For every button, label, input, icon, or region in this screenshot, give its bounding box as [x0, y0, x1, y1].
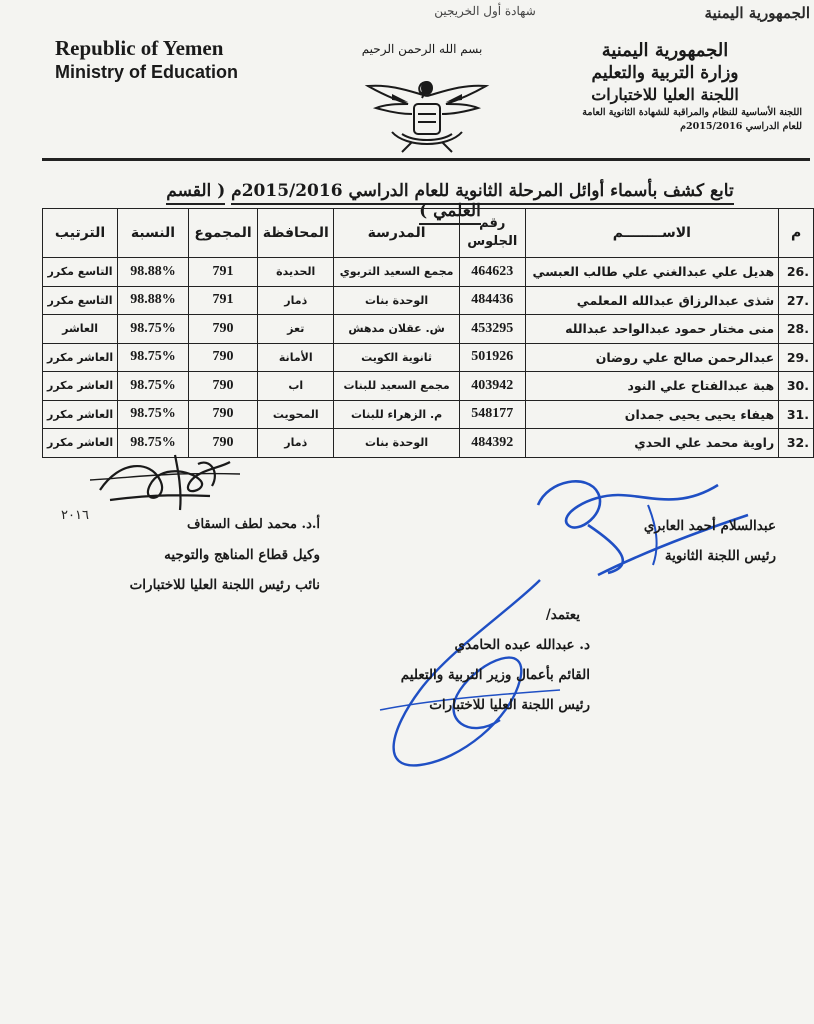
row-total: 790 [188, 429, 257, 458]
row-governorate: الأمانة [258, 343, 334, 372]
header-school: المدرسة [334, 209, 460, 258]
table-row [43, 400, 814, 429]
row-total: 791 [188, 286, 257, 315]
row-name: عبدالرحمن صالح علي روضان [525, 343, 779, 372]
arabic-subcommittee-name: اللجنة الأساسية للنظام والمراقبة للشهادة الثانوية العامة [582, 107, 802, 118]
document-title-text: تابع كشف بأسماء أوائل المرحلة الثانوية للعام الدراسي 2015/2016م [231, 181, 734, 205]
row-seat-number: 484392 [459, 429, 525, 458]
table-header-row [43, 209, 814, 258]
vice-chair-title-1: وكيل قطاع المناهج والتوجيه [164, 547, 320, 563]
minister-name: د. عبدالله عبده الحامدي [454, 637, 590, 653]
english-letterhead [55, 36, 295, 84]
row-index: 26. [779, 258, 814, 287]
row-governorate: المحويت [258, 400, 334, 429]
table-row [43, 372, 814, 401]
row-percent: 98.75% [118, 372, 189, 401]
header-divider [42, 158, 810, 161]
row-seat-number: 501926 [459, 343, 525, 372]
header-total: المجموع [188, 209, 257, 258]
header-rank: الترتيب [43, 209, 118, 258]
committee-head-signature-block [580, 511, 776, 571]
row-name: شذى عبدالرزاق عبدالله المعلمي [525, 286, 779, 315]
row-governorate: اب [258, 372, 334, 401]
row-total: 791 [188, 258, 257, 287]
results-table [42, 208, 814, 458]
row-school: الوحدة بنات [334, 429, 460, 458]
minister-title-2: رئيس اللجنة العليا للاختبارات [429, 697, 590, 713]
row-name: راوية محمد علي الحدي [525, 429, 779, 458]
row-governorate: تعز [258, 315, 334, 344]
row-governorate: الحديدة [258, 258, 334, 287]
row-school: الوحدة بنات [334, 286, 460, 315]
header-governorate: المحافظة [258, 209, 334, 258]
document-section: ( القسم العلمي ) [166, 181, 481, 225]
row-seat-number: 403942 [459, 372, 525, 401]
row-index: 28. [779, 315, 814, 344]
row-seat-number: 548177 [459, 400, 525, 429]
row-rank: التاسع مكرر [43, 286, 118, 315]
vice-chair-title-2: نائب رئيس اللجنة العليا للاختبارات [129, 577, 320, 593]
row-total: 790 [188, 343, 257, 372]
arabic-country-name: الجمهورية اليمنية [601, 40, 729, 61]
row-rank: العاشر مكرر [43, 400, 118, 429]
row-school: مجمع السعيد للبنات [334, 372, 460, 401]
arabic-academic-year: للعام الدراسي 2015/2016م [680, 121, 802, 132]
row-percent: 98.75% [118, 429, 189, 458]
row-total: 790 [188, 315, 257, 344]
table-row [43, 429, 814, 458]
minister-approval-block [330, 600, 590, 720]
arabic-committee-name: اللجنة العليا للاختبارات [591, 85, 739, 104]
row-rank: العاشر مكرر [43, 343, 118, 372]
row-percent: 98.88% [118, 258, 189, 287]
row-name: هيفاء يحيى يحيى جمدان [525, 400, 779, 429]
header-name: الاســــــــم [525, 209, 779, 258]
row-rank: العاشر مكرر [43, 429, 118, 458]
bismillah: بسم الله الرحمن الرحيم [361, 42, 483, 56]
row-index: 30. [779, 372, 814, 401]
row-governorate: ذمار [258, 429, 334, 458]
row-seat-number: 453295 [459, 315, 525, 344]
handwritten-date: ٢٠١٦ [61, 508, 89, 523]
table-row [43, 286, 814, 315]
row-percent: 98.88% [118, 286, 189, 315]
vice-chair-name: أ.د. محمد لطف السقاف [187, 517, 320, 532]
handwritten-note-top-middle: شهادة أول الخريجين [434, 4, 536, 18]
row-percent: 98.75% [118, 315, 189, 344]
handwritten-note-top-right: الجمهورية اليمنية [704, 4, 810, 22]
row-school: ش. عقلان مدهش [334, 315, 460, 344]
row-seat-number: 484436 [459, 286, 525, 315]
committee-head-title: رئيس اللجنة الثانوية [664, 548, 776, 564]
row-school: ثانوية الكويت [334, 343, 460, 372]
row-rank: التاسع مكرر [43, 258, 118, 287]
english-ministry-name: Ministry of Education [55, 62, 239, 82]
row-rank: العاشر [43, 315, 118, 344]
header-index: م [779, 209, 814, 258]
row-rank: العاشر مكرر [43, 372, 118, 401]
row-index: 27. [779, 286, 814, 315]
row-governorate: ذمار [258, 286, 334, 315]
row-name: منى مختار حمود عبدالواحد عبدالله [525, 315, 779, 344]
row-seat-number: 464623 [459, 258, 525, 287]
row-school: م. الزهراء للبنات [334, 400, 460, 429]
minister-title-1: القائم بأعمال وزير التربية والتعليم [400, 667, 590, 683]
arabic-letterhead [520, 40, 810, 133]
committee-head-name: عبدالسلام أحمد العابري [643, 518, 776, 534]
row-total: 790 [188, 372, 257, 401]
table-row [43, 258, 814, 287]
vice-chair-signature-block [90, 510, 320, 600]
row-total: 790 [188, 400, 257, 429]
table-row [43, 343, 814, 372]
english-country-name: Republic of Yemen [55, 36, 224, 60]
table-row [43, 315, 814, 344]
row-school: مجمع السعيد التربوي [334, 258, 460, 287]
row-index: 32. [779, 429, 814, 458]
row-index: 29. [779, 343, 814, 372]
row-percent: 98.75% [118, 343, 189, 372]
row-name: هبة عبدالفتاح علي النود [525, 372, 779, 401]
row-index: 31. [779, 400, 814, 429]
approval-label: يعتمد/ [545, 607, 580, 623]
row-percent: 98.75% [118, 400, 189, 429]
row-name: هديل علي عبدالغني علي طالب العبسي [525, 258, 779, 287]
eagle-emblem-icon [362, 74, 492, 154]
header-seat-number: رقم الجلوس [459, 209, 525, 258]
arabic-ministry-name: وزارة التربية والتعليم [591, 63, 739, 83]
header-percent: النسبة [118, 209, 189, 258]
